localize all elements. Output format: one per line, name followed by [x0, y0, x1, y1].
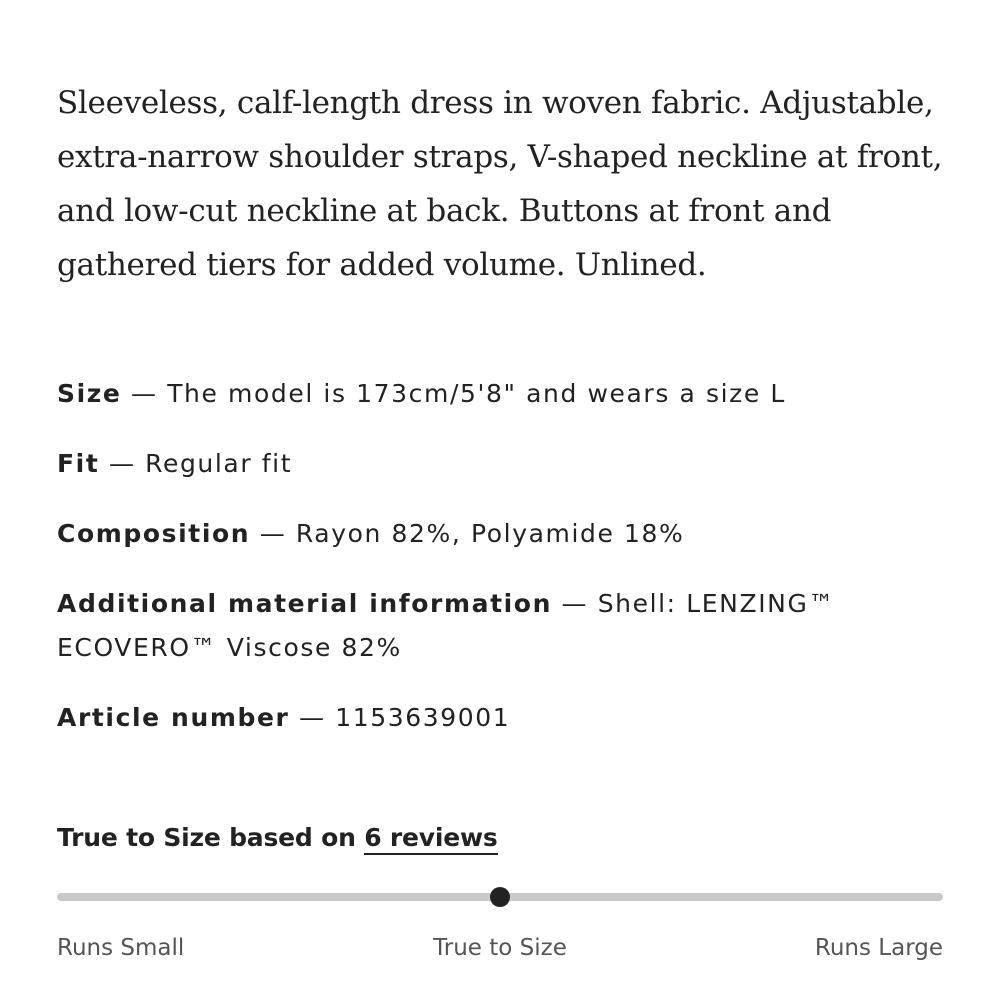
spec-composition	[57, 512, 943, 556]
spec-fit-separator: —	[99, 449, 146, 478]
fit-rating-heading-text: True to Size based on	[57, 823, 365, 852]
spec-composition-separator: —	[250, 519, 296, 548]
fit-rating-heading	[57, 818, 498, 858]
spec-additional-material-label: Additional material information	[57, 589, 552, 618]
fit-rating-slider	[57, 882, 943, 912]
fit-rating-marker	[490, 887, 510, 907]
scale-label-runs-large: Runs Large	[814, 935, 943, 961]
spec-size	[57, 372, 943, 416]
spec-article-number-value: 1153639001	[335, 703, 511, 732]
spec-composition-value: Rayon 82%, Polyamide 18%	[295, 519, 685, 548]
spec-fit	[57, 442, 943, 486]
scale-label-true-to-size: True to Size	[433, 935, 567, 961]
reviews-link[interactable]: 6 reviews	[364, 823, 497, 855]
product-specs	[57, 372, 943, 740]
spec-additional-material	[57, 582, 943, 670]
spec-size-label: Size	[57, 379, 122, 408]
scale-label-runs-small: Runs Small	[57, 935, 185, 961]
spec-composition-label: Composition	[57, 519, 251, 548]
product-details-panel	[57, 0, 943, 1000]
spec-fit-label: Fit	[57, 449, 100, 478]
spec-size-value: The model is 173cm/5'8" and wears a size L	[167, 379, 786, 408]
spec-fit-value: Regular fit	[145, 449, 293, 478]
product-description: Sleeveless, calf-length dress in woven fabric. Adjustable, extra-narrow shoulder straps, V-shaped neckline at front, and low-cut neckline at back. Buttons at front and gathered tiers for added volume. Unlined.	[57, 85, 943, 283]
spec-size-separator: —	[121, 379, 168, 408]
spec-article-number	[57, 696, 943, 740]
spec-additional-material-value: Shell: LENZING™ ECOVERO™ Viscose 82%	[57, 589, 836, 662]
spec-article-number-label: Article number	[57, 703, 290, 732]
fit-scale-labels	[57, 930, 943, 966]
spec-additional-material-separator: —	[551, 589, 598, 618]
spec-article-number-separator: —	[289, 703, 336, 732]
